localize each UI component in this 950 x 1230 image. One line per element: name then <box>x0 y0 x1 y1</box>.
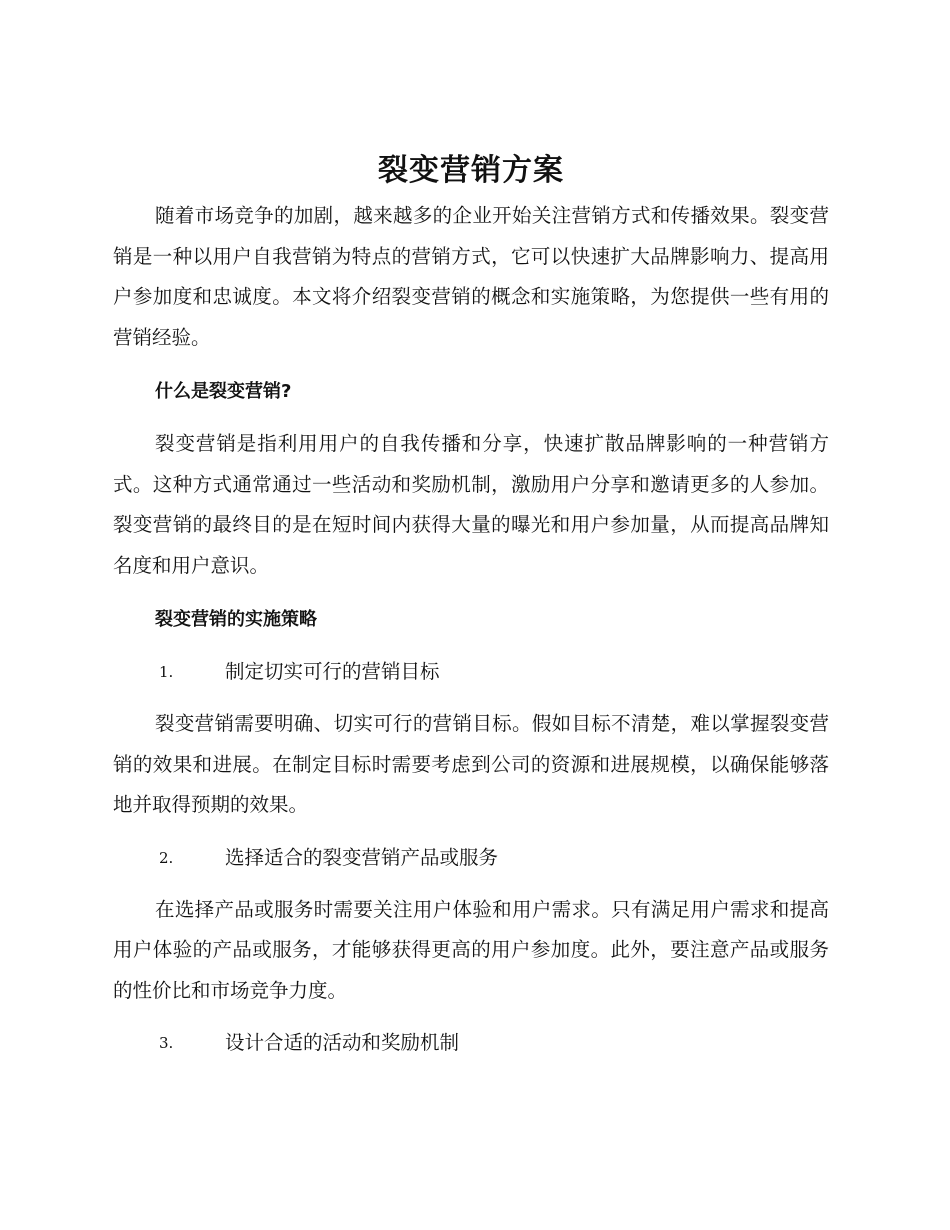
what-is-paragraph: 裂变营销是指利用用户的自我传播和分享，快速扩散品牌影响的一种营销方式。这种方式通常通过一些活动和奖励机制，激励用户分享和邀请更多的人参加。裂变营销的最终目的是在短时间内获得大量的曝光和用户参加量，从而提高品牌知名度和用户意识。 <box>113 432 829 577</box>
intro-paragraph: 随着市场竞争的加剧，越来越多的企业开始关注营销方式和传播效果。裂变营销是一种以用户自我营销为特点的营销方式，它可以快速扩大品牌影响力、提高用户参加度和忠诚度。本文将介绍裂变营销的概念和实施策略，为您提供一些有用的营销经验。 <box>113 204 829 349</box>
document-page <box>113 148 829 1075</box>
strategy-2-paragraph: 在选择产品或服务时需要关注用户体验和用户需求。只有满足用户需求和提高用户体验的产品或服务，才能够获得更高的用户参加度。此外，要注意产品或服务的性价比和市场竞争力度。 <box>113 897 829 1002</box>
list-number: 2. <box>159 848 174 867</box>
section-heading-what-is: 什么是裂变营销? <box>155 381 292 402</box>
list-number: 3. <box>159 1034 174 1052</box>
list-item-1 <box>113 652 829 692</box>
strategy-1-paragraph: 裂变营销需要明确、切实可行的营销目标。假如目标不清楚，难以掌握裂变营销的效果和进展。在制定目标时需要考虑到公司的资源和进展规模，以确保能够落地并取得预期的效果。 <box>113 712 829 816</box>
list-item-2 <box>113 838 829 878</box>
list-number: 1. <box>159 663 174 681</box>
document-title: 裂变营销方案 <box>378 153 564 188</box>
list-label: 设计合适的活动和奖励机制 <box>225 1031 460 1054</box>
section-heading-strategy: 裂变营销的实施策略 <box>155 609 317 630</box>
list-label: 制定切实可行的营销目标 <box>225 660 440 683</box>
list-item-3 <box>113 1023 829 1063</box>
list-label: 选择适合的裂变营销产品或服务 <box>225 845 499 869</box>
